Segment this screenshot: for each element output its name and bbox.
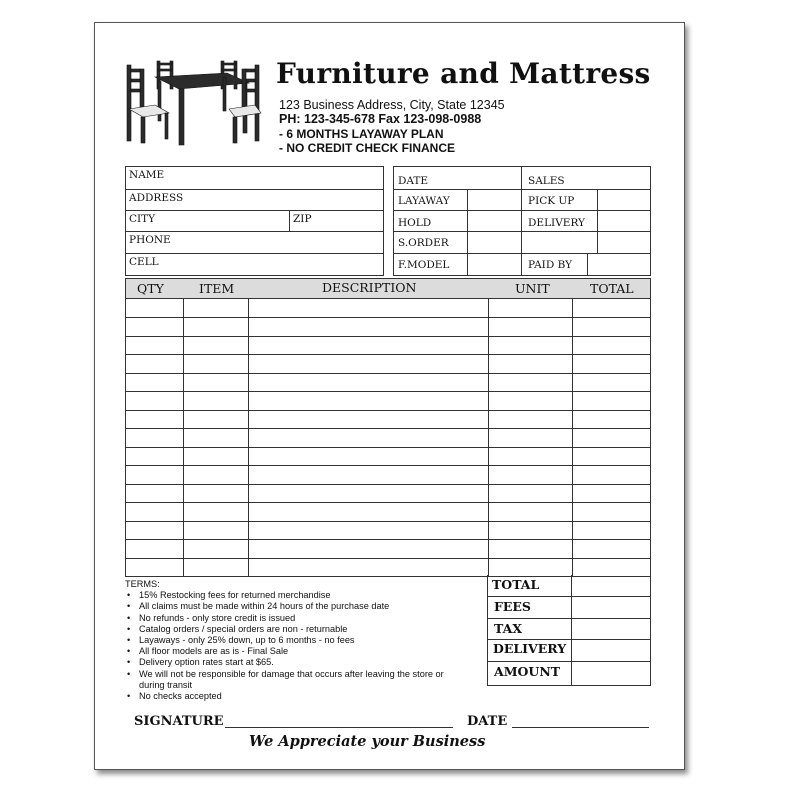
totals-box xyxy=(487,575,651,686)
total-label: TOTAL xyxy=(492,577,540,592)
business-phone: PH: 123-345-678 Fax 123-098-0988 xyxy=(279,112,482,126)
address-field[interactable]: ADDRESS xyxy=(129,192,184,204)
date-line[interactable] xyxy=(512,727,649,728)
table-row-line xyxy=(126,391,650,392)
business-address: 123 Business Address, City, State 12345 xyxy=(279,98,505,112)
hold-field[interactable]: HOLD xyxy=(398,217,432,229)
table-row-line xyxy=(126,428,650,429)
term-item: • We will not be responsible for damage that occurs after leaving the store or during transit xyxy=(139,669,469,691)
customer-info-box xyxy=(125,166,384,276)
terms-heading: TERMS: xyxy=(125,579,160,589)
sales-field[interactable]: SALES xyxy=(528,175,565,187)
date-label: DATE xyxy=(467,714,508,729)
term-item: • No checks accepted xyxy=(139,691,469,702)
zip-field[interactable]: ZIP xyxy=(293,213,312,225)
table-row-line xyxy=(126,336,650,337)
special-order-field[interactable]: S.ORDER xyxy=(398,237,449,249)
layaway-field[interactable]: LAYAWAY xyxy=(398,195,450,207)
terms-block xyxy=(125,579,469,702)
signature-line[interactable] xyxy=(225,727,453,728)
table-row-line xyxy=(126,484,650,485)
col-total: TOTAL xyxy=(590,281,634,296)
col-qty: QTY xyxy=(137,281,164,296)
table-row-line xyxy=(126,410,650,411)
table-row-line xyxy=(126,502,650,503)
term-item: • No refunds - only store credit is issued xyxy=(139,613,469,624)
tax-label: TAX xyxy=(494,621,523,636)
fees-label: FEES xyxy=(494,599,531,614)
table-row-line xyxy=(126,317,650,318)
invoice-form xyxy=(94,22,685,770)
col-unit: UNIT xyxy=(515,281,550,296)
table-row-line xyxy=(126,539,650,540)
term-item: • All floor models are as is - Final Sale xyxy=(139,646,469,657)
layaway-plan-note: - 6 MONTHS LAYAWAY PLAN xyxy=(279,127,444,141)
term-item: • Delivery option rates start at $65. xyxy=(139,657,469,668)
thank-you-message: We Appreciate your Business xyxy=(249,733,486,750)
items-table xyxy=(125,278,651,577)
term-item: • Layaways - only 25% down, up to 6 months - no fees xyxy=(139,635,469,646)
term-item: • All claims must be made within 24 hours of the purchase date xyxy=(139,601,469,612)
term-item: • 15% Restocking fees for returned merchandise xyxy=(139,590,469,601)
table-row-line xyxy=(126,447,650,448)
table-row-line xyxy=(126,558,650,559)
amount-label: AMOUNT xyxy=(494,664,561,679)
col-description: DESCRIPTION xyxy=(322,280,417,295)
table-row-line xyxy=(126,465,650,466)
date-field[interactable]: DATE xyxy=(398,175,429,187)
pickup-field[interactable]: PICK UP xyxy=(528,195,575,207)
table-row-line xyxy=(126,373,650,374)
table-row-line xyxy=(126,354,650,355)
order-info-box xyxy=(393,166,651,276)
delivery-field[interactable]: DELIVERY xyxy=(528,217,585,229)
finance-note: - NO CREDIT CHECK FINANCE xyxy=(279,141,455,155)
col-item: ITEM xyxy=(199,281,235,296)
phone-field[interactable]: PHONE xyxy=(129,234,171,246)
delivery-label: DELIVERY xyxy=(493,641,567,656)
city-field[interactable]: CITY xyxy=(129,213,156,225)
cell-field[interactable]: CELL xyxy=(129,256,159,268)
term-item: • Catalog orders / special orders are non - returnable xyxy=(139,624,469,635)
table-row-line xyxy=(126,521,650,522)
dining-set-logo-icon xyxy=(125,59,267,149)
business-title: Furniture and Mattress xyxy=(276,57,651,90)
name-field[interactable]: NAME xyxy=(129,169,165,181)
signature-label: SIGNATURE xyxy=(134,714,224,729)
floor-model-field[interactable]: F.MODEL xyxy=(398,259,450,271)
paid-by-field[interactable]: PAID BY xyxy=(528,259,573,271)
